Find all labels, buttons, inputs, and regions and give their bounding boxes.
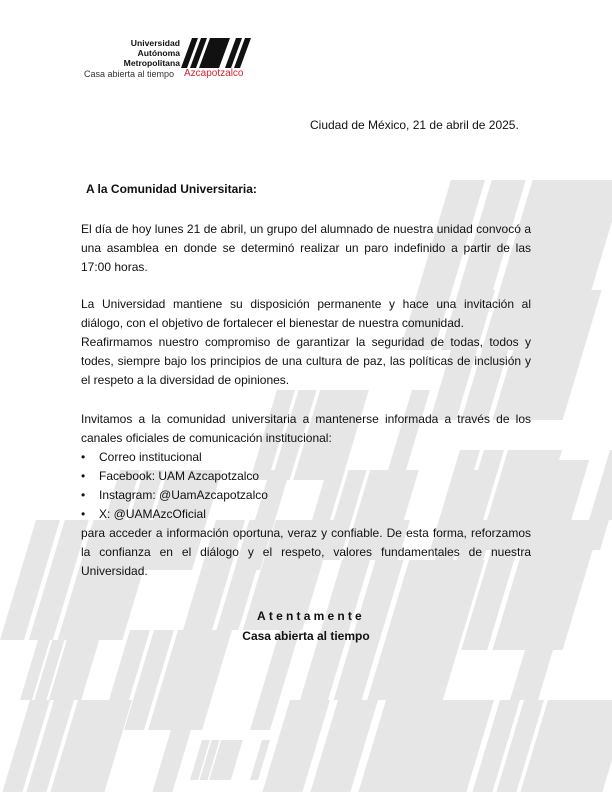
paragraph-1: El día de hoy lunes 21 de abril, un grupo del alumnado de nuestra unidad convocó a una asamblea en donde se determinó realizar un paro indefinido a partir de las 17:00 horas. bbox=[81, 222, 531, 274]
logo-tagline: Casa abierta al tiempo bbox=[84, 69, 175, 79]
university-name-line: Metropolitana bbox=[123, 58, 180, 69]
paragraph-2b: Reafirmamos nuestro compromiso de garantizar la seguridad de todas, todos y todes, siempre bajo los principios de una cultura de paz, las políticas de inclusión y el respeto a la diversidad de opiniones. bbox=[81, 335, 531, 387]
list-item: • Facebook: UAM Azcapotzalco bbox=[81, 467, 531, 486]
paragraph-2 bbox=[81, 295, 531, 390]
paragraph-4: para acceder a información oportuna, veraz y confiable. De esta forma, reforzamos la confianza en el diálogo y el respeto, valores fundamentales de nuestra Universidad. bbox=[81, 526, 531, 578]
closing-motto: Casa abierta al tiempo bbox=[242, 629, 370, 643]
uam-logo bbox=[84, 36, 254, 84]
letter-salutation: A la Comunidad Universitaria: bbox=[86, 182, 257, 196]
paragraph-3-intro: Invitamos a la comunidad universitaria a mantenerse informada a través de los canales oficiales de comunicación institucional: bbox=[81, 412, 531, 445]
logo-unit-name: Azcapotzalco bbox=[184, 68, 244, 79]
list-item: • Correo institucional bbox=[81, 448, 531, 467]
university-name bbox=[124, 38, 180, 69]
letter-date: Ciudad de México, 21 de abril de 2025. bbox=[310, 118, 519, 132]
paragraph-3 bbox=[81, 410, 531, 581]
list-item: • Instagram: @UamAzcapotzalco bbox=[81, 486, 531, 505]
university-name-line: Autónoma bbox=[137, 48, 180, 59]
university-name-line: Universidad bbox=[130, 38, 180, 48]
paragraph-2a: La Universidad mantiene su disposición permanente y hace una invitación al diálogo, con el objetivo de fortalecer el bienestar de nuestra comunidad. bbox=[81, 297, 531, 330]
list-item: • X: @UAMAzcOficial bbox=[81, 505, 531, 524]
channel-list bbox=[81, 448, 531, 524]
uam-emblem-icon bbox=[181, 38, 251, 68]
closing-atentamente: Atentamente bbox=[257, 609, 365, 623]
